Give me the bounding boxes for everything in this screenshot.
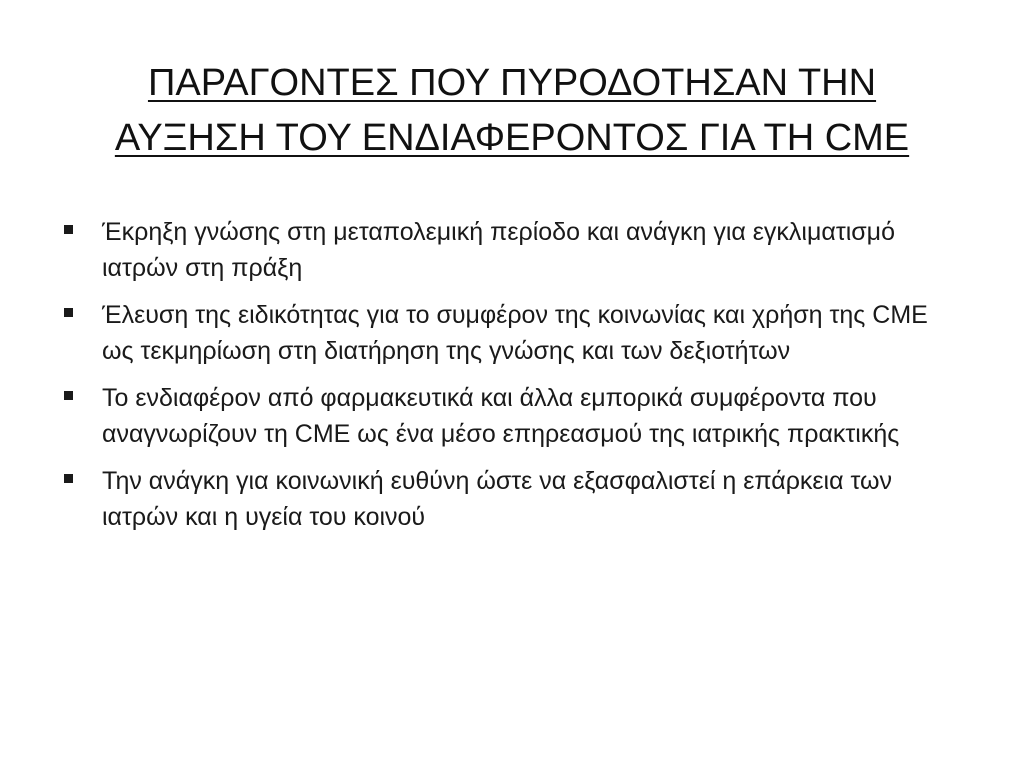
square-bullet-icon bbox=[64, 391, 73, 400]
bullet-text: Το ενδιαφέρον από φαρμακευτικά και άλλα εμπορικά συμφέροντα που αναγνωρίζουν τη CME ως ένα μέσο επηρεασμού της ιατρικής πρακτικής bbox=[102, 384, 900, 448]
bullet-text: Έκρηξη γνώσης στη μεταπολεμική περίοδο και ανάγκη για εγκλιματισμό ιατρών στη πράξη bbox=[102, 218, 895, 282]
list-item bbox=[62, 214, 942, 286]
list-item bbox=[62, 380, 942, 452]
slide-title-line-1-wrap bbox=[40, 56, 984, 111]
list-item bbox=[62, 463, 942, 535]
slide-title-line-1: ΠΑΡΑΓΟΝΤΕΣ ΠΟΥ ΠΥΡΟΔΟΤΗΣΑΝ ΤΗΝ bbox=[147, 62, 877, 104]
slide-title bbox=[40, 56, 984, 166]
square-bullet-icon bbox=[64, 474, 73, 483]
bullet-text: Την ανάγκη για κοινωνική ευθύνη ώστε να εξασφαλιστεί η επάρκεια των ιατρών και η υγεία του κοινού bbox=[102, 467, 893, 531]
square-bullet-icon bbox=[64, 225, 73, 234]
slide-title-line-2: ΑΥΞΗΣΗ ΤΟΥ ΕΝΔΙΑΦΕΡΟΝΤΟΣ ΓΙΑ ΤΗ CME bbox=[114, 117, 910, 159]
square-bullet-icon bbox=[64, 308, 73, 317]
slide-title-line-2-wrap bbox=[40, 111, 984, 166]
list-item bbox=[62, 297, 942, 369]
bullet-text: Έλευση της ειδικότητας για το συμφέρον της κοινωνίας και χρήση της CME ως τεκμηρίωση στη διατήρηση της γνώσης και των δεξιοτήτων bbox=[102, 301, 928, 365]
bullet-list bbox=[62, 214, 942, 546]
